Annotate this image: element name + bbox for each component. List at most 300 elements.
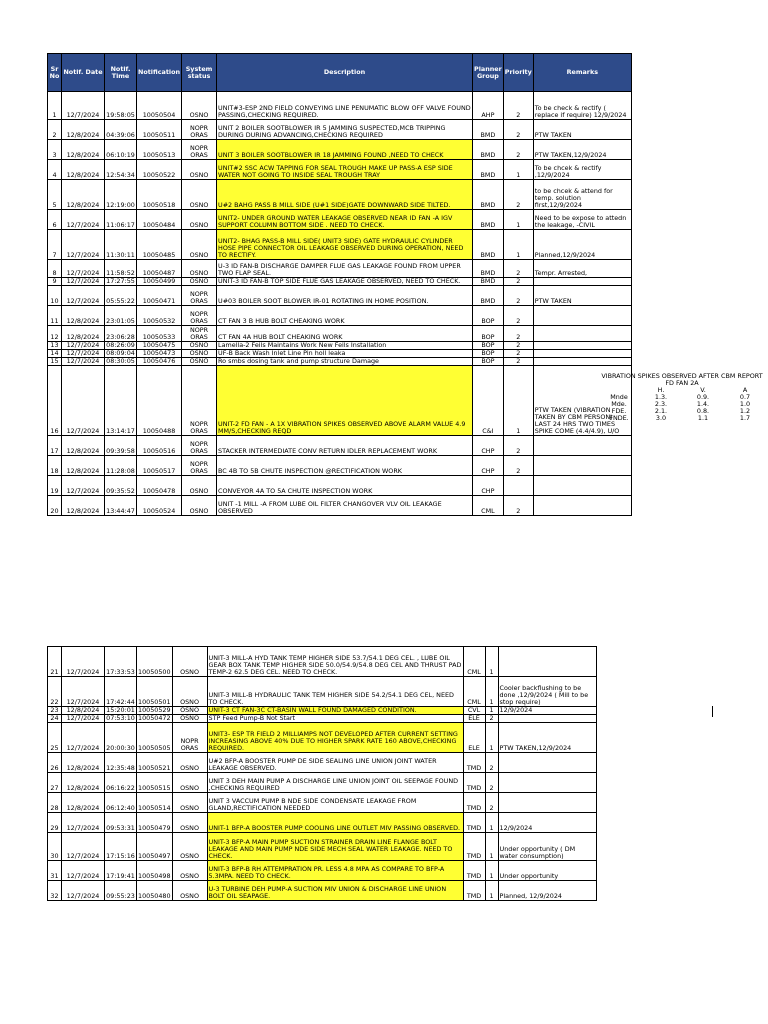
date-cell: 12/7/2024 xyxy=(62,230,105,260)
priority-cell: 1 xyxy=(485,707,498,715)
date-cell: 12/7/2024 xyxy=(62,366,105,436)
notification-cell: 10050516 xyxy=(137,436,182,456)
description-cell: UNIT-1 BFP-A BOOSTER PUMP COOLING LINE OUTLET MIV PASSING OBSERVED. xyxy=(207,813,463,833)
date-cell: 12/8/2024 xyxy=(62,180,105,210)
status-cell: OSNO xyxy=(172,813,207,833)
time-cell: 06:10:19 xyxy=(105,140,137,160)
sr-cell: 11 xyxy=(48,306,62,326)
time-cell: 17:27:55 xyxy=(106,277,135,285)
date-cell: 12/7/2024 xyxy=(62,833,105,861)
planner-cell: BOP xyxy=(473,342,504,350)
planner-cell: TMD xyxy=(463,861,485,881)
vib-cell: FDE. xyxy=(611,408,627,415)
description-cell: UNIT2- BHAG PASS-B MILL SIDE( UNIT3 SIDE) GATE HYDRAULIC CYLINDER HOSE PIPE CONNECTOR OIL LEAKAGE OBSERVED DURING OPERATION, NEED TO RECTIFY. xyxy=(217,230,473,260)
sr-cell: 29 xyxy=(48,813,62,833)
priority-cell: 2 xyxy=(503,260,533,278)
table-row xyxy=(48,707,597,715)
table-row xyxy=(48,326,632,342)
status-cell: NOPR ORAS xyxy=(182,326,217,342)
status-cell: OSNO xyxy=(172,715,207,723)
time-cell: 11:28:08 xyxy=(105,456,137,476)
planner-cell: CML xyxy=(473,496,504,516)
table-row xyxy=(48,278,632,286)
status-cell: OSNO xyxy=(182,260,217,278)
time-cell: 11:58:52 xyxy=(105,260,137,278)
notification-cell: 10050513 xyxy=(137,140,182,160)
table-row xyxy=(48,715,597,723)
vibration-side-note xyxy=(598,373,766,422)
header-priority: Priority xyxy=(503,54,533,92)
remarks-cell: Under opportunity ( DM water consumption) xyxy=(498,833,596,861)
status-cell: OSNO xyxy=(182,496,217,516)
notification-cell: 10050505 xyxy=(137,723,173,753)
vib-cell: 2.1. xyxy=(654,408,668,415)
status-cell: NOPR ORAS xyxy=(182,456,217,476)
notification-cell: 10050511 xyxy=(137,120,182,140)
sr-cell: 2 xyxy=(48,120,62,140)
time-cell: 09:55:23 xyxy=(105,881,137,901)
priority-cell: 1 xyxy=(485,723,498,753)
status-cell: OSNO xyxy=(182,180,217,210)
date-cell: 12/7/2024 xyxy=(62,278,105,286)
time-cell: 06:16:22 xyxy=(105,773,137,793)
vib-cell: 1.0 xyxy=(739,401,751,408)
priority-cell: 2 xyxy=(503,92,533,120)
date-cell: 12/8/2024 xyxy=(62,456,105,476)
status-cell: OSNO xyxy=(172,753,207,773)
status-cell: NOPR ORAS xyxy=(182,436,217,456)
notification-cell: 10050473 xyxy=(137,350,182,358)
table-row xyxy=(48,773,597,793)
priority-cell: 2 xyxy=(503,120,533,140)
date-cell: 12/8/2024 xyxy=(62,793,105,813)
header-planner: Planner Group xyxy=(473,54,504,92)
table-row xyxy=(48,342,632,350)
planner-cell: CVL xyxy=(463,707,485,715)
remarks-cell: To be chcek & rectify ,12/9/2024 xyxy=(533,160,631,180)
time-cell: 11:06:17 xyxy=(105,210,137,230)
notification-cell: 10050471 xyxy=(137,286,182,306)
notification-cell: 10050479 xyxy=(137,813,173,833)
sr-cell: 22 xyxy=(48,677,62,707)
table-row xyxy=(48,358,632,366)
planner-cell: BOP xyxy=(473,358,504,366)
notification-cell: 10050521 xyxy=(137,753,173,773)
description-cell: UNIT-3 BFP-B RH ATTEMPRATION PR. LESS 4.8 MPA AS COMPARE TO BFP-A 5.3MPA. NEED TO CHECK. xyxy=(207,861,463,881)
priority-cell: 1 xyxy=(485,813,498,833)
status-cell: OSNO xyxy=(182,476,217,496)
description-cell: UNIT-3 MILL-B HYDRAULIC TANK TEM HIGHER SIDE 54.2/54.1 DEG CEL, NEED TO CHECK. xyxy=(207,677,463,707)
time-cell: 12:19:00 xyxy=(105,180,137,210)
priority-cell: 2 xyxy=(503,180,533,210)
priority-cell: 1 xyxy=(485,677,498,707)
date-cell: 12/8/2024 xyxy=(62,707,105,715)
notification-table-2 xyxy=(47,646,597,901)
sr-cell: 10 xyxy=(48,286,62,306)
date-cell: 12/8/2024 xyxy=(62,120,105,140)
remarks-cell xyxy=(533,278,631,286)
table-row xyxy=(48,813,597,833)
time-cell: 05:55:22 xyxy=(105,286,137,306)
status-cell: OSNO xyxy=(182,160,217,180)
time-cell: 13:44:47 xyxy=(105,496,137,516)
description-cell: Ro smbs dosing tank and pump structure Damage xyxy=(217,358,473,366)
sr-cell: 8 xyxy=(48,260,62,278)
time-cell: 17:33:53 xyxy=(105,647,137,677)
remarks-cell xyxy=(498,793,596,813)
time-cell: 11:30:11 xyxy=(105,230,137,260)
remarks-cell: to be chcek & attend for temp. solution first,12/9/2024 xyxy=(533,180,631,210)
table-row xyxy=(48,366,632,436)
remarks-cell: Planned, 12/9/2024 xyxy=(498,881,596,901)
sr-cell: 32 xyxy=(48,881,62,901)
description-cell: UNIT 3 BOILER SOOTBLOWER IR 18 JAMMING FOUND ,NEED TO CHECK xyxy=(217,140,473,160)
sr-cell: 6 xyxy=(48,210,62,230)
date-cell: 12/7/2024 xyxy=(62,210,105,230)
date-cell: 12/7/2024 xyxy=(62,358,105,366)
description-cell: UNIT#2 SSC ACW TAPPING FOR SEAL TROUGH MAKE UP PASS-A ESP SIDE WATER NOT GOING TO INSIDE SEAL TROUGH TRAY xyxy=(217,160,473,180)
planner-cell: CML xyxy=(463,677,485,707)
priority-cell: 1 xyxy=(485,881,498,901)
sr-cell: 1 xyxy=(48,92,62,120)
notification-table-1 xyxy=(47,53,632,516)
remarks-cell: PTW TAKEN,12/9/2024 xyxy=(533,140,631,160)
vib-cell: 0.7 xyxy=(739,394,751,401)
priority-cell: 2 xyxy=(503,140,533,160)
table-row xyxy=(48,723,597,753)
table-row xyxy=(48,647,597,677)
description-cell: U#2 BFP-A BOOSTER PUMP DE SIDE SEALING LINE UNION JOINT WATER LEAKAGE OBSERVED. xyxy=(207,753,463,773)
remarks-cell: PTW TAKEN xyxy=(533,120,631,140)
description-cell: U#03 BOILER SOOT BLOWER IR-01 ROTATING IN HOME POSITION. xyxy=(217,286,473,306)
date-cell: 12/7/2024 xyxy=(62,861,105,881)
status-cell: OSNO xyxy=(172,647,207,677)
date-cell: 12/7/2024 xyxy=(62,881,105,901)
planner-cell: TMD xyxy=(463,881,485,901)
description-cell: UNIT-3 BFP-A MAIN PUMP SUCTION STRAINER DRAIN LINE FLANGE BOLT LEAKAGE AND MAIN PUMP NDE SIDE MECH SEAL WATER LEAKAGE. NEED TO CHECK. xyxy=(207,833,463,861)
status-cell: NOPR ORAS xyxy=(182,306,217,326)
sr-cell: 24 xyxy=(48,715,62,723)
table-row xyxy=(48,476,632,496)
priority-cell: 2 xyxy=(485,753,498,773)
date-cell: 12/8/2024 xyxy=(62,306,105,326)
sr-cell: 16 xyxy=(48,366,62,436)
time-cell: 19:58:05 xyxy=(105,92,137,120)
status-cell: OSNO xyxy=(182,210,217,230)
planner-cell: ELE xyxy=(463,715,485,723)
header-description: Description xyxy=(217,54,473,92)
remarks-cell: Cooler backflushing to be done ,12/9/2024 ( Mill to be stop require) xyxy=(498,677,596,707)
sr-cell: 28 xyxy=(48,793,62,813)
time-cell: 20:00:30 xyxy=(105,723,137,753)
planner-cell: BOP xyxy=(473,350,504,358)
status-cell: OSNO xyxy=(182,342,217,350)
planner-cell: BMD xyxy=(473,286,504,306)
description-cell: UNIT 2 BOILER SOOTBLOWER IR 5 JAMMING SUSPECTED,MCB TRIPPING DURING DURING ADVANCING,CHECKING REQUIRED xyxy=(217,120,473,140)
planner-cell: BOP xyxy=(473,306,504,326)
priority-cell: 2 xyxy=(503,496,533,516)
sr-cell: 30 xyxy=(48,833,62,861)
time-cell: 12:35:48 xyxy=(105,753,137,773)
sr-cell: 3 xyxy=(48,140,62,160)
planner-cell: CHP xyxy=(473,436,504,456)
date-cell: 12/8/2024 xyxy=(62,753,105,773)
time-cell: 09:53:31 xyxy=(105,813,137,833)
description-cell: U-3 ID FAN-B DISCHARGE DAMPER FLUE GAS LEAKAGE FOUND FROM UPPER TWO FLAP SEAL. xyxy=(217,260,473,278)
remarks-cell xyxy=(533,436,631,456)
description-cell: UNIT 3 DEH MAIN PUMP A DISCHARGE LINE UNION JOINT OIL SEEPAGE FOUND ,CHECKING REQUIRED xyxy=(207,773,463,793)
date-cell: 12/7/2024 xyxy=(62,677,105,707)
vib-cell: FNDE. xyxy=(609,415,629,422)
sr-cell: 21 xyxy=(48,647,62,677)
notification-cell: 10050497 xyxy=(137,833,173,861)
planner-cell: TMD xyxy=(463,793,485,813)
vib-cell: 3.0 xyxy=(655,415,667,422)
status-cell: OSNO xyxy=(172,833,207,861)
planner-cell: BMD xyxy=(473,210,504,230)
status-cell: OSNO xyxy=(182,278,217,286)
priority-cell: 1 xyxy=(503,160,533,180)
status-cell: OSNO xyxy=(172,881,207,901)
time-cell: 08:30:05 xyxy=(106,357,135,365)
description-cell: UNIT2- UNDER GROUND WATER LEAKAGE OBSERVED NEAR ID FAN -A IGV SUPPORT COLUMN BOTTOM SIDE . NEED TO CHECK. xyxy=(217,210,473,230)
date-cell: 12/7/2024 xyxy=(62,260,105,278)
status-cell: OSNO xyxy=(182,358,217,366)
notification-cell: 10050498 xyxy=(137,861,173,881)
priority-cell: 2 xyxy=(485,715,498,723)
date-cell: 12/7/2024 xyxy=(62,715,105,723)
time-cell: 06:12:40 xyxy=(105,793,137,813)
table-row xyxy=(48,92,632,120)
date-cell: 12/7/2024 xyxy=(62,647,105,677)
vib-col-label xyxy=(598,387,640,394)
remarks-cell: PTW TAKEN,12/9/2024 xyxy=(498,723,596,753)
table-row xyxy=(48,140,632,160)
priority-cell: 2 xyxy=(485,773,498,793)
planner-cell: BMD xyxy=(473,230,504,260)
sr-cell: 20 xyxy=(48,496,62,516)
date-cell: 12/8/2024 xyxy=(62,496,105,516)
notification-cell: 10050533 xyxy=(137,326,182,342)
vib-cell: 1.2 xyxy=(739,408,751,415)
remarks-cell: 12/9/2024 xyxy=(498,707,596,715)
remarks-cell xyxy=(533,358,631,366)
notification-cell: 10050524 xyxy=(137,496,182,516)
priority-cell xyxy=(503,476,533,496)
sr-cell: 31 xyxy=(48,861,62,881)
remarks-cell xyxy=(533,456,631,476)
remarks-cell: Under opportunity xyxy=(498,861,596,881)
notification-cell: 10050529 xyxy=(138,706,171,714)
date-cell: 12/8/2024 xyxy=(62,773,105,793)
date-cell: 12/7/2024 xyxy=(62,350,105,358)
table-row xyxy=(48,793,597,813)
notification-cell: 10050500 xyxy=(137,647,173,677)
sr-cell: 18 xyxy=(48,456,62,476)
description-cell: UNIT-3 MILL-A HYD TANK TEMP HIGHER SIDE 53.7/54.1 DEG CEL. , LUBE OIL GEAR BOX TANK TEMP HIGHER SIDE 50.0/54.9/54.8 DEG CEL AND THRUST PAD TEMP-2 62.5 DEG CEL. NEED TO CHECK. xyxy=(207,647,463,677)
vib-cell: 2.3. xyxy=(654,401,668,408)
time-cell: 07:53:10 xyxy=(106,714,135,722)
priority-cell: 1 xyxy=(485,861,498,881)
notification-cell: 10050501 xyxy=(137,677,173,707)
header-remarks: Remarks xyxy=(533,54,631,92)
date-cell: 12/7/2024 xyxy=(62,723,105,753)
notification-cell: 10050475 xyxy=(137,342,182,350)
table-row xyxy=(48,210,632,230)
remarks-cell xyxy=(533,476,631,496)
status-cell: OSNO xyxy=(172,677,207,707)
table-row xyxy=(48,881,597,901)
vib-cell: Mnde xyxy=(610,394,628,401)
table-row xyxy=(48,456,632,476)
priority-cell: 2 xyxy=(485,793,498,813)
planner-cell: CHP xyxy=(473,476,504,496)
remarks-cell xyxy=(533,496,631,516)
description-cell: UNIT-3 CT FAN-3C CT-BASIN WALL FOUND DAMAGED CONDITION. xyxy=(207,707,463,715)
priority-cell: 2 xyxy=(503,326,533,342)
vib-cell: 1.4. xyxy=(696,401,710,408)
time-cell: 23:06:28 xyxy=(105,326,137,342)
header-sr: Sr No xyxy=(48,54,62,92)
date-cell: 12/8/2024 xyxy=(62,160,105,180)
remarks-cell: PTW TAKEN xyxy=(533,286,631,306)
sr-cell: 5 xyxy=(48,180,62,210)
table-row xyxy=(48,833,597,861)
table-row xyxy=(48,677,597,707)
notification-cell: 10050504 xyxy=(137,92,182,120)
notification-cell: 10050517 xyxy=(137,456,182,476)
side-note-title: VIBRATION SPIKES OBSERVED AFTER CBM REPORT FD FAN 2A xyxy=(601,372,763,387)
priority-cell: 1 xyxy=(503,230,533,260)
time-cell: 12:54:34 xyxy=(105,160,137,180)
priority-cell: 1 xyxy=(503,366,533,436)
planner-cell: C&I xyxy=(473,366,504,436)
notification-cell: 10050499 xyxy=(137,278,182,286)
priority-cell: 1 xyxy=(503,210,533,230)
time-cell: 09:35:52 xyxy=(105,476,137,496)
priority-cell: 2 xyxy=(503,436,533,456)
description-cell: U-3 TURBINE DEH PUMP-A SUCTION MIV UNION & DISCHARGE LINE UNION BOLT OIL SEAPAGE. xyxy=(207,881,463,901)
notification-cell: 10050515 xyxy=(137,773,173,793)
time-cell: 13:14:17 xyxy=(105,366,137,436)
remarks-cell xyxy=(498,647,596,677)
remarks-cell xyxy=(498,753,596,773)
time-cell: 17:42:44 xyxy=(105,677,137,707)
table-row xyxy=(48,180,632,210)
notification-cell: 10050485 xyxy=(137,230,182,260)
planner-cell: CHP xyxy=(473,456,504,476)
description-cell: UNIT-2 FD FAN - A 1X VIBRATION SPIKES OBSERVED ABOVE ALARM VALUE 4.9 MM/S,CHECKING REQD xyxy=(217,366,473,436)
sr-cell: 27 xyxy=(48,773,62,793)
remarks-cell xyxy=(533,306,631,326)
table-row xyxy=(48,350,632,358)
planner-cell: ELE xyxy=(463,723,485,753)
table-row xyxy=(48,160,632,180)
notification-cell: 10050472 xyxy=(138,714,171,722)
priority-cell: 2 xyxy=(503,306,533,326)
date-cell: 12/7/2024 xyxy=(62,813,105,833)
planner-cell: BOP xyxy=(473,326,504,342)
notification-cell: 10050480 xyxy=(137,881,173,901)
description-cell: CT FAN 4A HUB BOLT CHEAKING WORK xyxy=(217,326,473,342)
vib-cell: 1.3. xyxy=(654,394,668,401)
header-time: Notif. Time xyxy=(105,54,137,92)
description-cell: CONVEYOR 4A TO 5A CHUTE INSPECTION WORK xyxy=(217,476,473,496)
remarks-cell: Planned,12/9/2024 xyxy=(533,230,631,260)
description-cell: Lamella-2 Feils Maintains Work New Feils Installation xyxy=(217,342,473,350)
description-cell: UF-B Back Wash Inlet Line Pin holl leaka xyxy=(217,350,473,358)
date-cell: 12/8/2024 xyxy=(62,140,105,160)
sr-cell: 25 xyxy=(48,723,62,753)
table-row xyxy=(48,230,632,260)
description-cell: BC 4B TO 5B CHUTE INSPECTION @RECTIFICATION WORK xyxy=(217,456,473,476)
planner-cell: BMD xyxy=(473,120,504,140)
remarks-cell: 12/9/2024 xyxy=(498,813,596,833)
status-cell: OSNO xyxy=(172,861,207,881)
table-row xyxy=(48,753,597,773)
vib-cell: Mde. xyxy=(611,401,627,408)
vib-col-v: V. xyxy=(700,387,706,394)
description-cell: U#2 BAHG PASS B MILL SIDE (U#1 SIDE)GATE DOWNWARD SIDE TILTED. xyxy=(217,180,473,210)
vib-cell: 0.9. xyxy=(696,394,710,401)
priority-cell: 2 xyxy=(503,358,533,366)
priority-cell: 1 xyxy=(485,647,498,677)
status-cell: OSNO xyxy=(172,793,207,813)
priority-cell: 2 xyxy=(503,350,533,358)
notification-cell: 10050522 xyxy=(137,160,182,180)
date-cell: 12/7/2024 xyxy=(62,342,105,350)
description-cell: UNIT 3 VACCUM PUMP B NDE SIDE CONDENSATE LEAKAGE FROM GLAND,RECTIFICATION NEEDED xyxy=(207,793,463,813)
notification-cell: 10050488 xyxy=(137,366,182,436)
table-row xyxy=(48,120,632,140)
table-row xyxy=(48,306,632,326)
priority-cell: 2 xyxy=(503,456,533,476)
planner-cell: BMD xyxy=(473,260,504,278)
remarks-cell xyxy=(533,350,631,358)
remarks-cell: To be check & rectify ( replace if require) 12/9/2024 xyxy=(533,92,631,120)
header-date: Notif. Date xyxy=(62,54,105,92)
time-cell: 17:19:41 xyxy=(105,861,137,881)
table-row xyxy=(48,861,597,881)
status-cell: OSNO xyxy=(182,350,217,358)
planner-cell: TMD xyxy=(463,833,485,861)
sr-cell: 19 xyxy=(48,476,62,496)
notification-cell: 10050514 xyxy=(137,793,173,813)
notification-cell: 10050532 xyxy=(137,306,182,326)
date-cell: 12/8/2024 xyxy=(62,436,105,456)
status-cell: OSNO xyxy=(182,92,217,120)
sr-cell: 13 xyxy=(48,342,62,350)
remarks-cell: Tempr. Arrested, xyxy=(533,260,631,278)
time-cell: 15:20:01 xyxy=(106,706,135,714)
status-cell: NOPR ORAS xyxy=(182,366,217,436)
date-cell: 12/7/2024 xyxy=(62,92,105,120)
planner-cell: TMD xyxy=(463,753,485,773)
notification-cell: 10050487 xyxy=(137,260,182,278)
description-cell: UNIT#3-ESP 2ND FIELD CONVEYING LINE PENUMATIC BLOW OFF VALVE FOUND PASSING,CHECKING REQUIRED. xyxy=(217,92,473,120)
remarks-cell: Need to be expose to attedn the leakage, -CIVIL xyxy=(533,210,631,230)
planner-cell: BMD xyxy=(473,278,504,286)
remarks-cell xyxy=(533,342,631,350)
description-cell: STP Feed Pump-B Not Start xyxy=(207,715,463,723)
notification-cell: 10050478 xyxy=(137,476,182,496)
planner-cell: BMD xyxy=(473,160,504,180)
table-row xyxy=(48,286,632,306)
date-cell: 12/7/2024 xyxy=(62,286,105,306)
table-header-row xyxy=(48,54,632,92)
table-row xyxy=(48,436,632,456)
priority-cell: 2 xyxy=(503,278,533,286)
